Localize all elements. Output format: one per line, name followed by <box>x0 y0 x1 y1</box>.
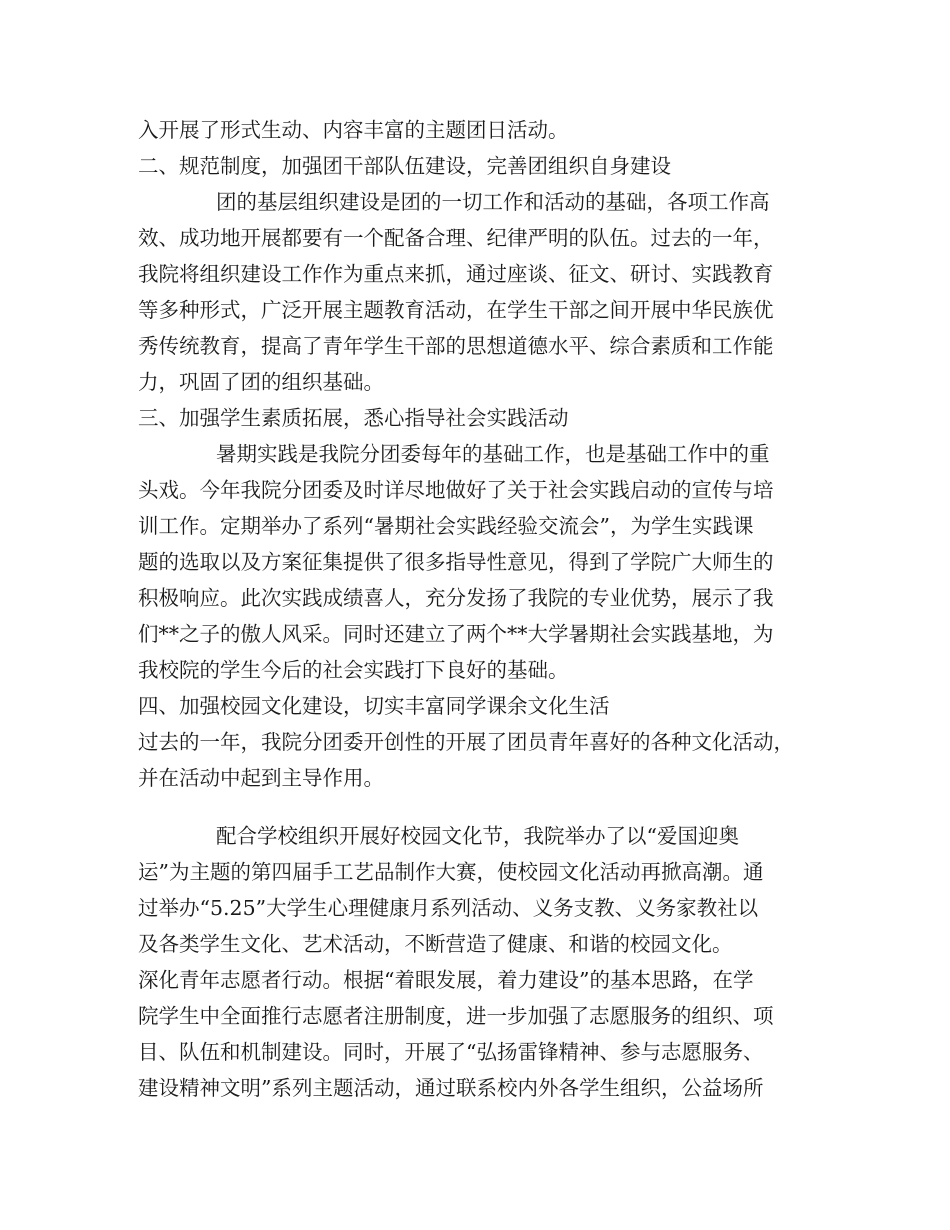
text-line-12: 训工作。定期举办了系列“暑期社会实践经验交流会”，为学生实践课 <box>138 514 754 538</box>
text-line-11: 头戏。今年我院分团委及时详尽地做好了关于社会实践启动的宣传与培 <box>138 478 774 502</box>
text-line-20: 配合学校组织开展好校园文化节，我院举办了以“爱国迎奥 <box>216 824 739 848</box>
text-line-1: 入开展了形式生动、内容丰富的主题团日活动。 <box>138 118 569 142</box>
text-line-23: 及各类学生文化、艺术活动，不断营造了健康、和谐的校园文化。 <box>138 932 733 956</box>
section-heading-3: 三、加强学生素质拓展，悉心指导社会实践活动 <box>138 406 569 430</box>
text-line-18: 过去的一年，我院分团委开创性的开展了团员青年喜好的各种文化活动， <box>138 730 794 754</box>
text-line-27: 建设精神文明”系列主题活动，通过联系校内外各学生组织，公益场所 <box>138 1076 764 1100</box>
text-line-6: 等多种形式，广泛开展主题教育活动，在学生干部之间开展中华民族优 <box>138 298 774 322</box>
section-heading-4: 四、加强校园文化建设，切实丰富同学课余文化生活 <box>138 694 610 718</box>
text-line-10: 暑期实践是我院分团委每年的基础工作，也是基础工作中的重 <box>216 442 770 466</box>
text-line-16: 我校院的学生今后的社会实践打下良好的基础。 <box>138 658 569 682</box>
text-line-19: 并在活动中起到主导作用。 <box>138 766 384 790</box>
text-line-13: 题的选取以及方案征集提供了很多指导性意见，得到了学院广大师生的 <box>138 550 774 574</box>
text-line-15: 们**之子的傲人风采。同时还建立了两个**大学暑期社会实践基地，为 <box>138 622 774 646</box>
text-line-4: 效、成功地开展都要有一个配备合理、纪律严明的队伍。过去的一年， <box>138 226 774 250</box>
section-heading-2: 二、规范制度，加强团干部队伍建设，完善团组织自身建设 <box>138 154 671 178</box>
text-line-26: 目、队伍和机制建设。同时，开展了“弘扬雷锋精神、参与志愿服务、 <box>138 1040 764 1064</box>
text-line-21: 运”为主题的第四届手工艺品制作大赛，使校园文化活动再掀高潮。通 <box>138 860 764 884</box>
text-line-8: 力，巩固了团的组织基础。 <box>138 370 384 394</box>
text-line-14: 积极响应。此次实践成绩喜人，充分发扬了我院的专业优势，展示了我 <box>138 586 774 610</box>
text-line-7: 秀传统教育，提高了青年学生干部的思想道德水平、综合素质和工作能 <box>138 334 774 358</box>
text-line-24: 深化青年志愿者行动。根据“着眼发展，着力建设”的基本思路，在学 <box>138 968 754 992</box>
text-line-22: 过举办“5.25”大学生心理健康月系列活动、义务支教、义务家教社以 <box>138 896 759 920</box>
text-line-3: 团的基层组织建设是团的一切工作和活动的基础，各项工作高 <box>216 190 770 214</box>
text-line-25: 院学生中全面推行志愿者注册制度，进一步加强了志愿服务的组织、项 <box>138 1004 774 1028</box>
text-line-5: 我院将组织建设工作作为重点来抓，通过座谈、征文、研讨、实践教育 <box>138 262 774 286</box>
